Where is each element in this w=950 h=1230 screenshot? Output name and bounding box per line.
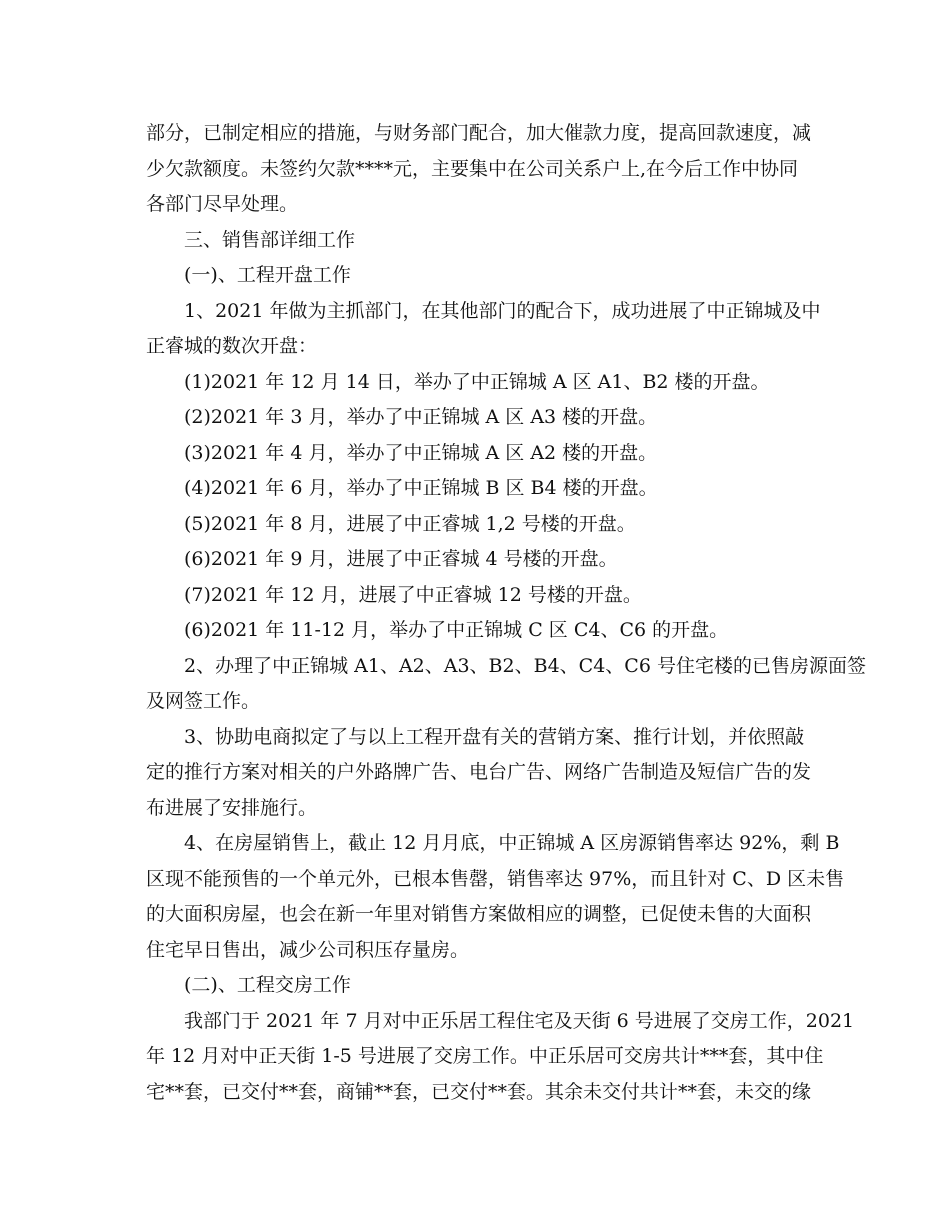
text-line: 4、在房屋销售上，截止 12 月月底，中正锦城 A 区房源销售率达 92%，剩 B [184, 832, 840, 854]
list-item: (4)2021 年 6 月，举办了中正锦城 B 区 B4 楼的开盘。 [184, 477, 658, 499]
text-line: 及网签工作。 [146, 690, 261, 712]
text-line: 宅**套，已交付**套，商铺**套，已交付**套。其余未交付共计**套，未交的缘 [146, 1081, 812, 1103]
list-item: (3)2021 年 4 月，举办了中正锦城 A 区 A2 楼的开盘。 [184, 442, 658, 464]
subsection-heading: (二)、工程交房工作 [184, 974, 351, 996]
list-item: (1)2021 年 12 月 14 日，举办了中正锦城 A 区 A1、B2 楼的开盘。 [184, 371, 770, 393]
text-line: 2、办理了中正锦城 A1、A2、A3、B2、B4、C4、C6 号住宅楼的已售房源面签 [184, 655, 866, 677]
text-line: 正睿城的数次开盘： [146, 335, 318, 357]
list-item: (2)2021 年 3 月，举办了中正锦城 A 区 A3 楼的开盘。 [184, 406, 658, 428]
text-line: 住宅早日售出，减少公司积压存量房。 [146, 939, 470, 961]
text-line: 各部门尽早处理。 [146, 193, 299, 215]
text-line: 3、协助电商拟定了与以上工程开盘有关的营销方案、推行计划，并依照敲 [184, 726, 805, 748]
text-line: 布进展了安排施行。 [146, 797, 318, 819]
text-line: 年 12 月对中正天街 1-5 号进展了交房工作。中正乐居可交房共计***套，其中住 [146, 1045, 824, 1067]
text-line: 的大面积房屋，也会在新一年里对销售方案做相应的调整，已促使未售的大面积 [146, 903, 812, 925]
subsection-heading: (一)、工程开盘工作 [184, 264, 351, 286]
section-heading: 三、销售部详细工作 [184, 229, 356, 251]
text-line: 部分，已制定相应的措施，与财务部门配合，加大催款力度，提高回款速度，减 [146, 122, 812, 144]
text-line: 我部门于 2021 年 7 月对中正乐居工程住宅及天街 6 号进展了交房工作，2021 [184, 1010, 855, 1032]
text-line: 1、2021 年做为主抓部门，在其他部门的配合下，成功进展了中正锦城及中 [184, 300, 821, 322]
text-line: 区现不能预售的一个单元外，已根本售罄，销售率达 97%，而且针对 C、D 区未售 [146, 868, 845, 890]
list-item: (5)2021 年 8 月，进展了中正睿城 1,2 号楼的开盘。 [184, 513, 636, 535]
list-item: (7)2021 年 12 月，进展了中正睿城 12 号楼的开盘。 [184, 584, 642, 606]
list-item: (6)2021 年 11-12 月，举办了中正锦城 C 区 C4、C6 的开盘。 [184, 619, 729, 641]
list-item: (6)2021 年 9 月，进展了中正睿城 4 号楼的开盘。 [184, 548, 618, 570]
text-line: 定的推行方案对相关的户外路牌广告、电台广告、网络广告制造及短信广告的发 [146, 761, 812, 783]
text-line: 少欠款额度。未签约欠款****元，主要集中在公司关系户上,在今后工作中协同 [146, 158, 799, 180]
